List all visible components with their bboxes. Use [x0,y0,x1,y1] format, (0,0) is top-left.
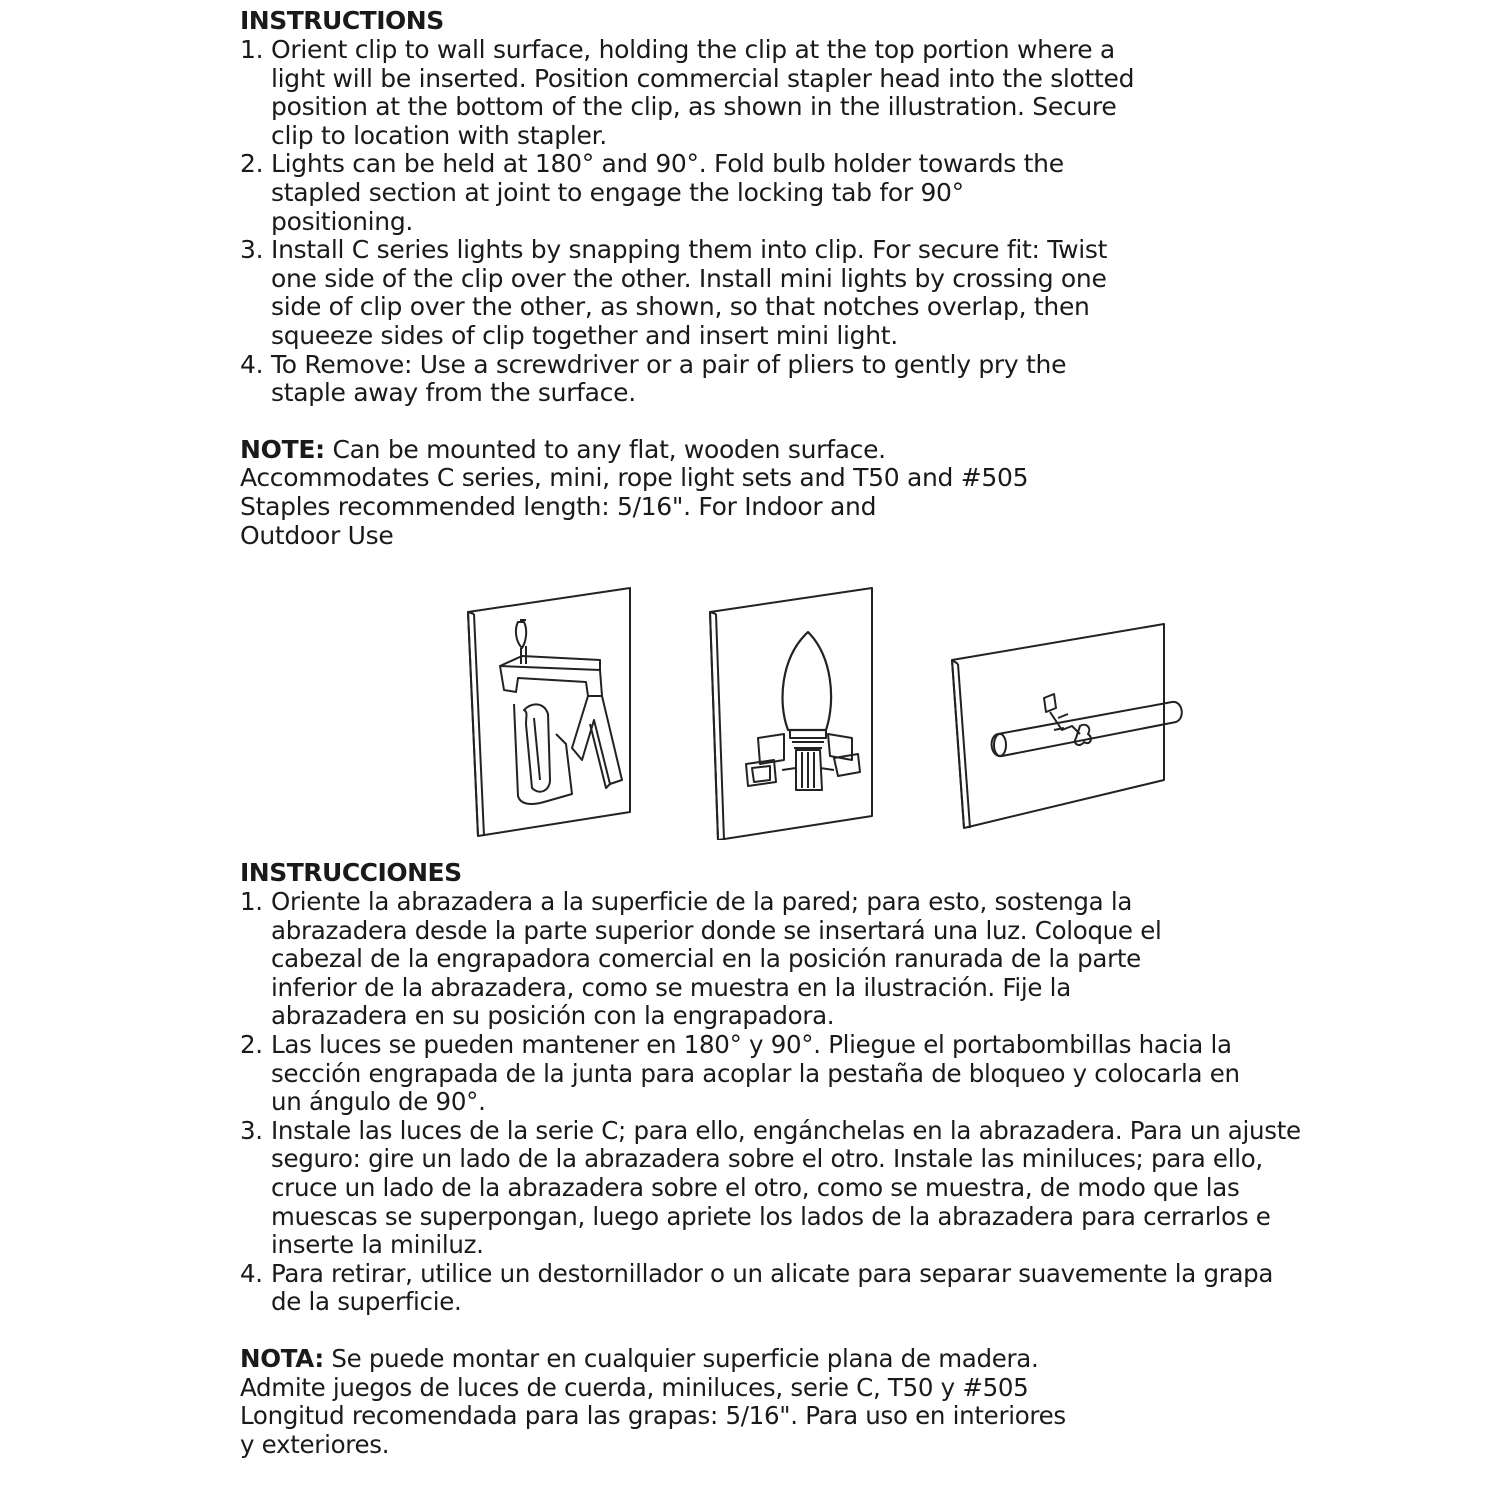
nota-line: y exteriores. [240,1429,390,1459]
clip-stapled-to-board-illustration [468,588,630,836]
note-line: Staples recommended length: 5/16". For Indoor and [240,491,877,521]
illustrations [460,584,1190,840]
instructions-heading: INSTRUCTIONS [240,6,444,35]
nota-label: NOTA: [240,1343,324,1373]
instruccion-paso-2: 2. Las luces se pueden mantener en 180° y 90°. Pliegue el portabombillas hacia la sección engrapada de la junta para acoplar la pestaña de bloqueo y colocarla en un ángulo de 90°. [240,1029,1240,1117]
nota-line: Admite juegos de luces de cuerda, miniluces, serie C, T50 y #505 [240,1372,1029,1402]
instruction-step-3: 3. Install C series lights by snapping them into clip. For secure fit: Twist one side of the clip over the other. Install mini lights by crossing one side of clip over the other, as shown, so that notches overlap, then squeeze sides of clip together and insert mini light. [240,235,1108,350]
instructions-english [240,6,1240,550]
c-series-bulb-in-clip-illustration [710,588,872,840]
instruction-step-2: 2. Lights can be held at 180° and 90°. Fold bulb holder towards the stapled section at joint to engage the locking tab for 90° positioning. [240,149,1064,236]
instruction-step-4: 4. To Remove: Use a screwdriver or a pair of pliers to gently pry the staple away from the surface. [240,349,1067,408]
instruccion-paso-4: 4. Para retirar, utilice un destornillador o un alicate para separar suavemente la grapa de la superficie. [240,1258,1274,1317]
note-line: Accommodates C series, mini, rope light sets and T50 and #505 [240,463,1029,493]
note: NOTE: Can be mounted to any flat, wooden surface. [240,434,886,464]
note-line: Outdoor Use [240,520,394,550]
nota: NOTA: Se puede montar en cualquier superficie plana de madera. [240,1343,1039,1373]
instrucciones-heading: INSTRUCCIONES [240,858,462,887]
instructions-spanish [240,858,1301,1459]
note-label: NOTE: [240,434,325,464]
nota-line: Longitud recomendada para las grapas: 5/16". Para uso en interiores [240,1401,1066,1431]
instruction-step-1: 1. Orient clip to wall surface, holding the clip at the top portion where a light will be inserted. Position commercial stapler head into the slotted position at the bottom of the clip, as shown in the illustration. Secure clip to location with stapler. [240,35,1135,150]
rope-light-in-clip-illustration [952,624,1182,828]
instruccion-paso-3: 3. Instale las luces de la serie C; para ello, engánchelas en la abrazadera. Para un ajuste seguro: gire un lado de la abrazadera sobre el otro. Instale las miniluces; para ello, cruce un lado de la abrazadera sobre el otro, como se muestra, de modo que las muescas se superpongan, luego apriete los lados de la abrazadera para cerrarlos e inserte la miniluz. [240,1115,1301,1260]
instruccion-paso-1: 1. Oriente la abrazadera a la superficie de la pared; para esto, sostenga la abrazadera desde la parte superior donde se insertará una luz. Coloque el cabezal de la engrapadora comercial en la posición ranurada de la parte inferior de la abrazadera, como se muestra en la ilustración. Fije la abrazadera en su posición con la engrapadora. [240,887,1162,1031]
